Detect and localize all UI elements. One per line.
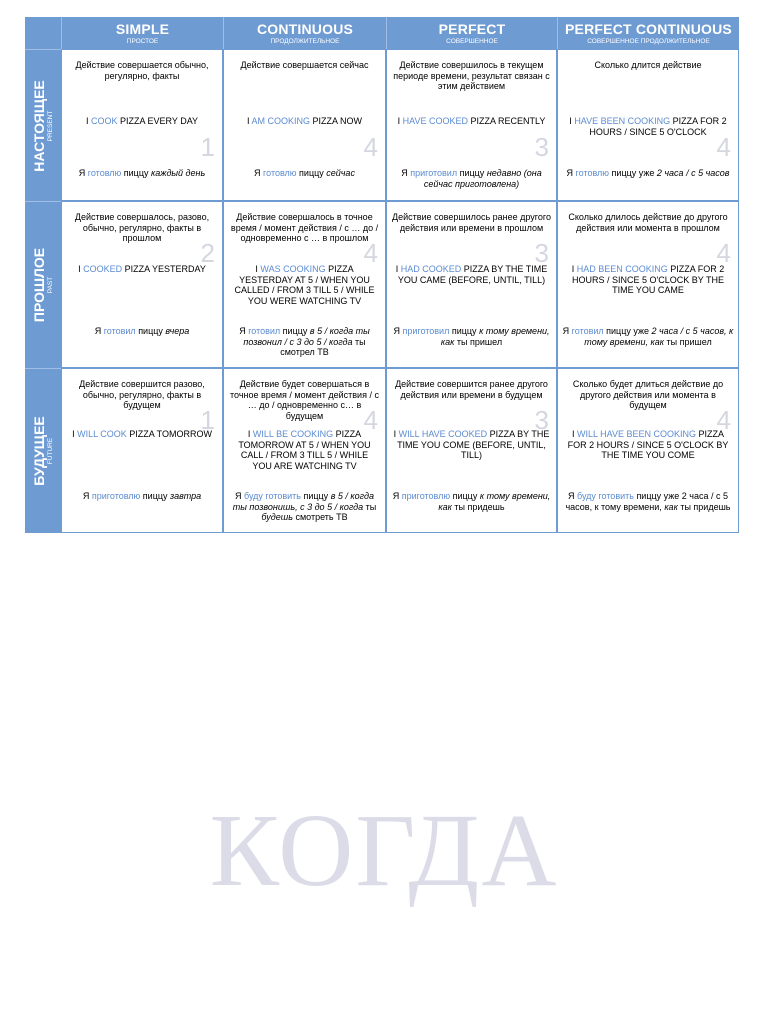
example-text: I <box>255 264 261 274</box>
tense-description: Сколько длилось действие до другого действия или момента в прошлом <box>568 212 728 233</box>
example-text: к тому времени, как <box>438 491 551 512</box>
example-text: в 5 / когда ты позвонил / с 3 до 5 / когда <box>243 326 370 347</box>
verb-form: WILL HAVE COOKED <box>398 429 488 439</box>
tense-description: Сколько длится действие <box>594 60 702 70</box>
row-title: НАСТОЯЩЕЕ <box>31 79 47 172</box>
english-example <box>230 116 379 127</box>
verb-form: HAVE BEEN COOKING <box>574 116 671 126</box>
example-text: 2 часа / с 5 часов <box>656 168 730 178</box>
row-label <box>31 248 55 322</box>
row-header-future <box>25 368 61 533</box>
column-header-simple <box>61 17 223 49</box>
tense-description: Действие совершится ранее другого действия или времени в будущем <box>395 379 548 400</box>
tense-description: Действие совершилось в текущем периоде времени, результат связан с этим действием <box>393 60 550 91</box>
example-text: ты пришел <box>454 336 503 347</box>
russian-translation <box>228 491 381 523</box>
verb-form: COOKED <box>83 264 123 274</box>
example-text: пиццу уже <box>609 168 657 178</box>
column-header-perfect-continuous <box>557 17 739 49</box>
tense-number: 1 <box>200 405 215 435</box>
row-title: ПРОШЛОЕ <box>31 247 47 323</box>
verb-form: WILL BE COOKING <box>252 429 334 439</box>
tense-cell-past-simple <box>61 201 223 368</box>
tense-number: 4 <box>363 238 378 268</box>
example-text: I <box>78 264 84 274</box>
russian-translation <box>562 326 734 347</box>
verb-form: HAVE COOKED <box>402 116 468 126</box>
verb-form: буду готовить <box>244 491 301 501</box>
column-title: SIMPLE <box>115 20 170 37</box>
english-example <box>68 116 216 127</box>
example-text: сейчас <box>326 168 355 178</box>
example-text: вчера <box>165 326 190 336</box>
english-example <box>68 264 216 275</box>
example-text: I <box>571 264 577 274</box>
verb-form: готовлю <box>575 168 610 178</box>
tense-number: 3 <box>534 238 549 268</box>
column-subtitle: ПРОДОЛЖИТЕЛЬНОЕ <box>270 37 340 45</box>
example-text: Я <box>239 326 249 336</box>
tense-cell-present-continuous <box>223 49 386 201</box>
example-text: I <box>247 429 253 439</box>
row-header-past <box>25 201 61 368</box>
example-text: пиццу <box>300 491 331 501</box>
russian-translation <box>562 168 734 179</box>
tense-description: Действие совершится разово, обычно, регулярно, факты в будущем <box>79 379 205 410</box>
row-subtitle: FUTURE <box>47 437 54 465</box>
example-text: PIZZA YESTERDAY <box>122 264 206 274</box>
example-text: пиццу <box>450 491 480 501</box>
example-text: Я <box>82 491 92 501</box>
tense-description: Действие совершается обычно, регулярно, факты <box>75 60 209 81</box>
column-title: PERFECT CONTINUOUS <box>565 20 732 37</box>
tense-cell-past-continuous <box>223 201 386 368</box>
russian-translation <box>391 168 552 189</box>
russian-translation <box>66 491 218 502</box>
example-text: PIZZA FOR 2 HOURS / SINCE 5 O'CLOCK <box>589 116 727 137</box>
english-example <box>68 429 216 440</box>
russian-translation <box>228 326 381 358</box>
column-title: PERFECT <box>438 20 506 37</box>
verb-form: приготовил <box>402 326 450 336</box>
example-text: 2 часа / с 5 часов, к тому времени, как <box>584 326 734 347</box>
english-example <box>564 264 732 296</box>
example-text: пиццу <box>296 168 327 178</box>
row-label <box>31 80 55 172</box>
tense-number: 4 <box>716 405 731 435</box>
russian-translation <box>562 491 734 512</box>
example-text: PIZZA BY THE TIME YOU CAME (BEFORE, UNTIL, TILL) <box>397 264 548 285</box>
column-subtitle: ПРОСТОЕ <box>126 37 159 45</box>
verb-form: готовлю <box>263 168 297 178</box>
example-text: PIZZA TOMORROW AT 5 / WHEN YOU CALL / FROM 3 TILL 5 / WHILE YOU ARE WATCHING TV <box>238 429 371 471</box>
verb-form: приготовлю <box>91 491 141 501</box>
tense-description: Действие будет совершаться в точное время / момент действия / с … до / одновременно с… в будущем <box>230 379 379 421</box>
example-text: как <box>664 501 678 512</box>
example-text: пиццу уже 2 часа / с 5 часов, к тому времени, <box>565 491 728 512</box>
verb-form: HAD COOKED <box>400 264 462 274</box>
example-text: пиццу уже <box>603 326 652 336</box>
example-text: завтра <box>170 491 202 501</box>
column-header-continuous <box>223 17 386 49</box>
row-subtitle: PRESENT <box>47 110 54 141</box>
example-text: I <box>72 429 78 439</box>
tense-number: 4 <box>363 132 378 162</box>
example-text: PIZZA BY THE TIME YOU COME (BEFORE, UNTIL, TILL) <box>397 429 550 460</box>
tenses-table <box>25 17 739 533</box>
example-text: Я <box>392 491 402 501</box>
example-text: пиццу <box>135 326 166 336</box>
example-text: PIZZA EVERY DAY <box>117 116 199 126</box>
verb-form: WILL COOK <box>77 429 127 439</box>
example-text: I <box>246 116 252 126</box>
tense-cell-past-perfect <box>386 201 557 368</box>
example-text: I <box>393 429 399 439</box>
example-text: Я <box>94 326 104 336</box>
tense-number: 3 <box>534 405 549 435</box>
example-text: PIZZA TOMORROW <box>126 429 212 439</box>
tense-cell-present-perfect <box>386 49 557 201</box>
example-text: I <box>571 429 577 439</box>
verb-form: готовлю <box>87 168 122 178</box>
example-text: Я <box>235 491 245 501</box>
english-example <box>230 429 379 471</box>
example-text: недавно (она сейчас приготовлена) <box>423 168 542 189</box>
example-text: будешь <box>261 512 293 522</box>
tense-description: Действие совершается сейчас <box>240 60 369 70</box>
verb-form: готовил <box>248 326 281 336</box>
tense-number: 2 <box>200 238 215 268</box>
example-text: в 5 / когда ты позвонишь, с 3 до 5 / когда <box>232 491 374 512</box>
table-corner <box>25 17 61 49</box>
example-text: PIZZA FOR 2 HOURS / SINCE 5 O'CLOCK BY THE TIME YOU CAME <box>572 264 725 295</box>
example-text: пиццу <box>140 491 171 501</box>
english-example <box>393 264 550 285</box>
example-text: Я <box>254 168 264 178</box>
russian-translation <box>66 168 218 179</box>
column-subtitle: СОВЕРШЕННОЕ ПРОДОЛЖИТЕЛЬНОЕ <box>587 37 710 45</box>
column-header-perfect <box>386 17 557 49</box>
example-text: Я <box>562 326 572 336</box>
watermark-title: КОГДА <box>209 793 559 908</box>
russian-translation <box>228 168 381 179</box>
example-text: ты <box>363 501 377 512</box>
tense-number: 1 <box>200 132 215 162</box>
example-text: PIZZA RECENTLY <box>468 116 546 126</box>
example-text: I <box>569 116 575 126</box>
example-text: пиццу <box>280 326 310 336</box>
row-title: БУДУЩЕЕ <box>31 416 47 486</box>
english-example <box>230 264 379 306</box>
tense-cell-past-perfect-continuous <box>557 201 739 368</box>
russian-translation <box>391 491 552 512</box>
example-text: к тому времени, как <box>440 326 550 347</box>
example-text: PIZZA YESTERDAY AT 5 / WHEN YOU CALLED / FROM 3 TILL 5 / WHILE YOU WERE WATCHING TV <box>234 264 375 306</box>
example-text: Я <box>566 168 576 178</box>
russian-translation <box>391 326 552 347</box>
row-subtitle: PAST <box>47 276 54 294</box>
example-text: Я <box>401 168 411 178</box>
example-text: ты пришел <box>664 336 712 347</box>
verb-form: готовил <box>571 326 604 336</box>
tense-cell-future-continuous <box>223 368 386 533</box>
tense-cell-future-perfect <box>386 368 557 533</box>
example-text: Я <box>78 168 88 178</box>
example-text: ты придешь <box>677 501 731 512</box>
row-header-present <box>25 49 61 201</box>
row-label <box>31 416 55 486</box>
tense-cell-future-perfect-continuous <box>557 368 739 533</box>
verb-form: AM COOKING <box>251 116 310 126</box>
example-text: каждый день <box>151 168 206 178</box>
example-text: I <box>395 264 401 274</box>
example-text: ты смотрел ТВ <box>280 336 366 357</box>
tense-cell-present-simple <box>61 49 223 201</box>
example-text: PIZZA NOW <box>310 116 363 126</box>
verb-form: приготовлю <box>401 491 451 501</box>
tense-description: Сколько будет длиться действие до другого действия или момента в будущем <box>572 379 724 410</box>
tense-description: Действие совершилось ранее другого действия или времени в прошлом <box>392 212 551 233</box>
tense-description: Действие совершалось, разово, обычно, регулярно, факты в прошлом <box>74 212 210 243</box>
tense-number: 4 <box>716 132 731 162</box>
english-example <box>564 429 732 461</box>
verb-form: готовил <box>103 326 136 336</box>
example-text: пиццу <box>457 168 487 178</box>
verb-form: буду готовить <box>576 491 634 501</box>
example-text: ты придешь <box>451 501 505 512</box>
example-text: I <box>85 116 91 126</box>
example-text: пиццу <box>121 168 151 178</box>
tense-number: 4 <box>363 405 378 435</box>
english-example <box>393 116 550 127</box>
tense-number: 3 <box>534 132 549 162</box>
english-example <box>393 429 550 461</box>
column-subtitle: СОВЕРШЕННОЕ <box>446 37 498 45</box>
example-text: PIZZA FOR 2 HOURS / SINCE 5 O'CLOCK BY THE TIME YOU COME <box>567 429 729 460</box>
column-title: CONTINUOUS <box>256 20 354 37</box>
russian-translation <box>66 326 218 337</box>
tense-cell-future-simple <box>61 368 223 533</box>
example-text: I <box>397 116 403 126</box>
verb-form: WAS COOKING <box>260 264 326 274</box>
example-text: Я <box>567 491 577 501</box>
verb-form: COOK <box>90 116 118 126</box>
tense-cell-present-perfect-continuous <box>557 49 739 201</box>
example-text: Я <box>393 326 403 336</box>
english-example <box>564 116 732 137</box>
verb-form: WILL HAVE BEEN COOKING <box>576 429 697 439</box>
example-text: смотреть ТВ <box>292 512 348 522</box>
verb-form: приготовил <box>410 168 458 178</box>
tense-number: 4 <box>716 238 731 268</box>
example-text: пиццу <box>449 326 480 336</box>
tense-description: Действие совершалось в точное время / момент действия / с … до / одновременно с … в прошлом <box>230 212 379 243</box>
verb-form: HAD BEEN COOKING <box>576 264 668 274</box>
